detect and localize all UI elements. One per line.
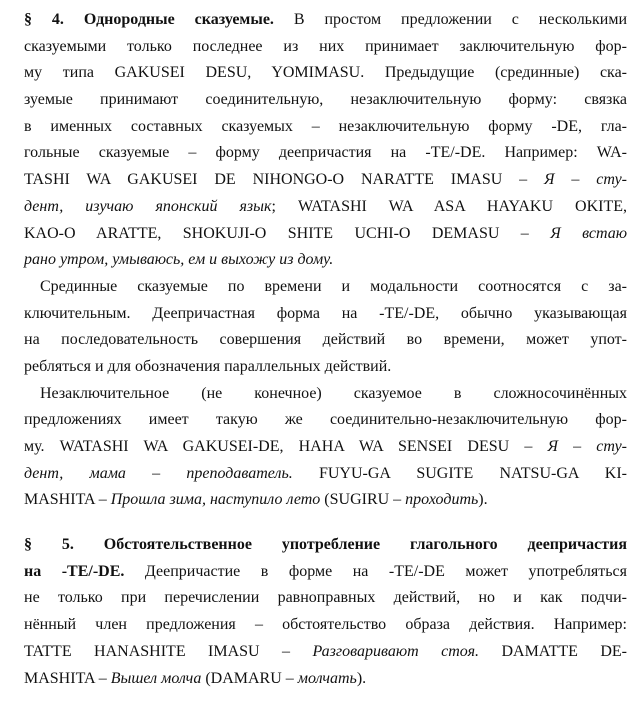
text-line [24,34,627,61]
text-line [24,666,627,693]
text-run: Незаключительное (не конечное) сказуемое в сложносочинённых [40,384,627,402]
bold-text: § 5. Обстоятельственное употребление глагольного деепричастия [24,536,627,554]
italic-text: Я встаю [550,224,627,242]
italic-text: дент, изучаю японский язык [24,197,272,215]
text-run: му типа GAKUSEI DESU, YOMIMASU. Предыдущие (срединные) ска- [24,64,627,82]
text-line [24,381,627,408]
italic-text: Вышел молча [110,669,202,687]
italic-text: Разговаривают стоя. [312,642,480,660]
text-line [24,487,627,514]
text-run: Деепричастие в форме на -TE/-DE может употребляться [124,562,628,580]
section-4 [24,7,627,514]
text-run: MASHITA – [24,669,111,687]
text-line [24,461,627,488]
text-run: на последовательность совершения действий во времени, может упот- [24,331,627,349]
text-line [24,327,627,354]
text-run: ). [356,669,367,687]
text-run: ключительным. Деепричастная форма на -TE/-DE, обычно указывающая [24,304,627,322]
italic-text: Я – сту- [547,438,627,455]
text-line [24,639,627,666]
text-line [24,274,627,301]
text-line [24,7,627,34]
text-run: нённый член предложения – обстоятельство образа действия. Например: [24,616,627,634]
text-line [24,407,627,434]
text-run: TATTE HANASHITE IMASU – [24,642,313,660]
text-run: DAMATTE DE- [479,642,628,660]
text-line [24,559,627,586]
text-run: предложениях имеет такую же соединительно-незаключительную фор- [24,411,627,429]
text-line [24,612,627,639]
text-line [24,354,627,381]
section-gap [24,514,627,532]
italic-text: дент, мама – преподаватель. [24,464,293,482]
text-line [24,167,627,194]
text-line [24,60,627,87]
text-run: ; WATASHI WA ASA HAYAKU OKITE, [271,197,628,215]
italic-text: Прошла зима, наступило лето [110,491,321,509]
text-line [24,585,627,612]
text-run: FUYU-GA SUGITE NATSU-GA KI- [292,464,628,482]
text-line [24,434,627,461]
text-line [24,532,627,559]
text-run: в именных составных сказуемых – незаключительную форму -DE, гла- [24,117,627,135]
paragraph [24,381,627,514]
text-line [24,221,627,248]
text-run: не только при перечислении равноправных действий, но и как подчи- [24,589,627,607]
text-run: ребляться и для обозначения параллельных действий. [24,357,392,375]
bold-text: § 4. Однородные сказуемые. [24,11,274,28]
paragraph [24,532,627,692]
text-run: сказуемыми только последнее из них принимает заключительную фор- [24,37,627,55]
bold-text: на -TE/-DE. [24,562,125,580]
text-run: Срединные сказуемые по времени и модальности соотносятся с за- [40,277,627,295]
text-line [24,301,627,328]
text-run: KAO-O ARATTE, SHOKUJI-O SHITE UCHI-O DEMASU – [24,224,551,242]
text-line [24,87,627,114]
italic-text: молчать [297,669,357,687]
text-run: (SUGIRU – [320,491,406,509]
text-line [24,114,627,141]
italic-text: проходить [405,491,479,509]
paragraph [24,7,627,274]
text-run: ). [478,491,488,509]
paragraph [24,274,627,381]
text-run: зуемые принимают соединительную, незаключительную форму: связка [24,91,627,109]
text-line [24,247,627,274]
text-run: TASHI WA GAKUSEI DE NIHONGO-O NARATTE IMASU – [24,171,545,189]
text-run: MASHITA – [24,491,111,509]
text-line [24,140,627,167]
italic-text: рано утром, умываюсь, ем и выхожу из дому. [24,251,334,269]
section-5 [24,532,627,692]
text-run: гольные сказуемые – форму деепричастия на -TE/-DE. Например: WA- [24,144,627,162]
text-line [24,194,627,221]
text-run: (DAMARU – [201,669,298,687]
text-run: му. WATASHI WA GAKUSEI-DE, HAHA WA SENSEI DESU – [24,438,548,455]
italic-text: Я – сту- [544,171,627,189]
text-run: В простом предложении с несколькими [273,11,628,28]
